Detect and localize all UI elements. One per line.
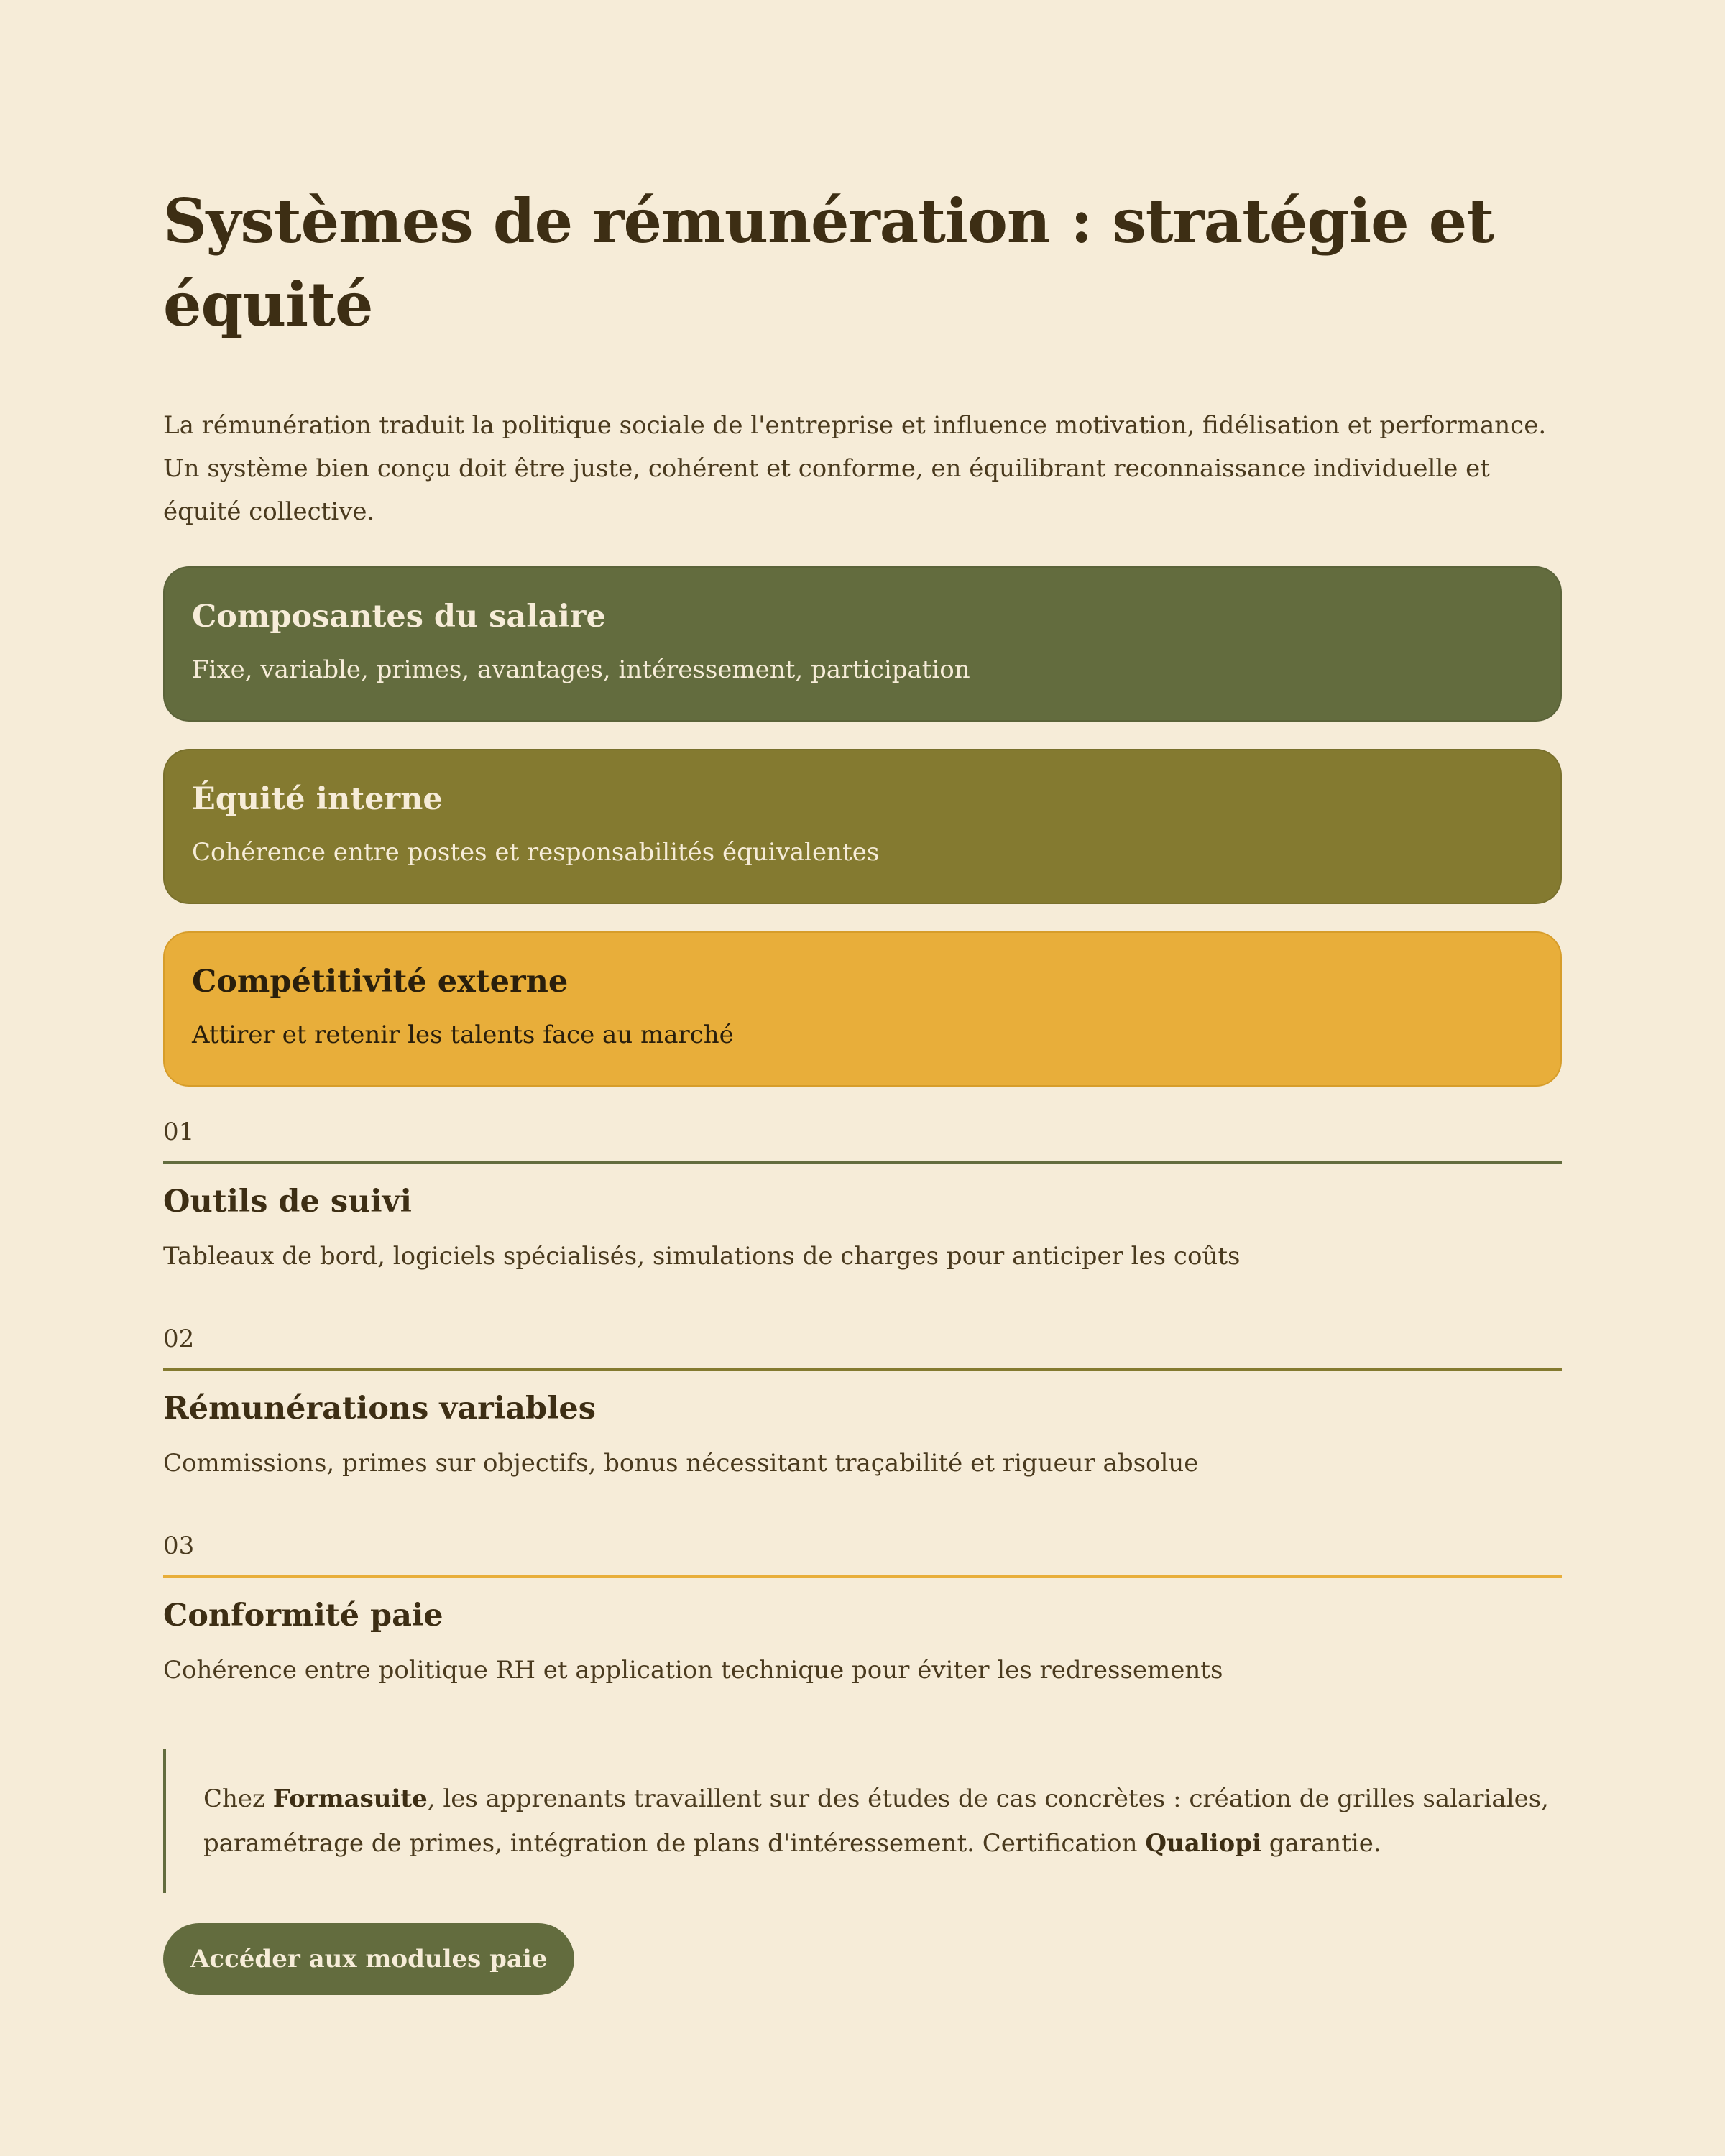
step-outils xyxy=(163,1114,1562,1321)
quote-suffix: garantie. xyxy=(1261,1829,1381,1858)
step-title: Rémunérations variables xyxy=(163,1391,596,1427)
card-composantes xyxy=(163,566,1562,722)
intro-paragraph: La rémunération traduit la politique sociale de l'entreprise et influence motivation, fidélisation et performance. Un système bien conçu doit être juste, cohérent et conforme, en équilibrant reconnaissance individuelle et équité collective. xyxy=(163,411,1547,526)
step-text: Tableaux de bord, logiciels spécialisés, simulations de charges pour anticiper les coûts xyxy=(163,1242,1241,1271)
certification-name: Qualiopi xyxy=(1145,1829,1261,1858)
card-equite-interne xyxy=(163,749,1562,904)
formasuite-callout xyxy=(163,1749,1562,1893)
step-remunerations-variables xyxy=(163,1321,1562,1528)
step-number: 03 xyxy=(163,1531,195,1560)
card-title: Équité interne xyxy=(192,781,443,817)
step-divider xyxy=(163,1575,1562,1578)
card-competitivite xyxy=(163,931,1562,1087)
step-text: Cohérence entre politique RH et application technique pour éviter les redressements xyxy=(163,1656,1223,1685)
card-text: Cohérence entre postes et responsabilités équivalentes xyxy=(192,838,880,867)
page-title: Systèmes de rémunération : stratégie et équité xyxy=(163,185,1494,340)
card-title: Compétitivité externe xyxy=(192,964,569,1000)
quote-prefix: Chez xyxy=(203,1784,273,1813)
step-number: 01 xyxy=(163,1118,195,1146)
card-title: Composantes du salaire xyxy=(192,599,606,635)
step-divider xyxy=(163,1368,1562,1371)
step-title: Outils de suivi xyxy=(163,1184,412,1220)
step-text: Commissions, primes sur objectifs, bonus nécessitant traçabilité et rigueur absolue xyxy=(163,1449,1199,1478)
brand-name: Formasuite xyxy=(272,1784,428,1813)
page-content xyxy=(163,180,1562,1995)
feature-cards xyxy=(163,566,1562,1087)
card-text: Attirer et retenir les talents face au marché xyxy=(192,1021,734,1049)
step-conformite xyxy=(163,1528,1562,1735)
card-text: Fixe, variable, primes, avantages, intéressement, participation xyxy=(192,655,970,684)
quote-middle: , les apprenants travaillent sur des études de cas concrètes : création de grilles salariales, paramétrage de primes, intégration de plans d'intéressement. Certification xyxy=(203,1784,1549,1858)
step-title: Conformité paie xyxy=(163,1598,443,1634)
step-divider xyxy=(163,1161,1562,1164)
access-modules-button[interactable]: Accéder aux modules paie xyxy=(163,1923,574,1995)
step-number: 02 xyxy=(163,1325,195,1353)
